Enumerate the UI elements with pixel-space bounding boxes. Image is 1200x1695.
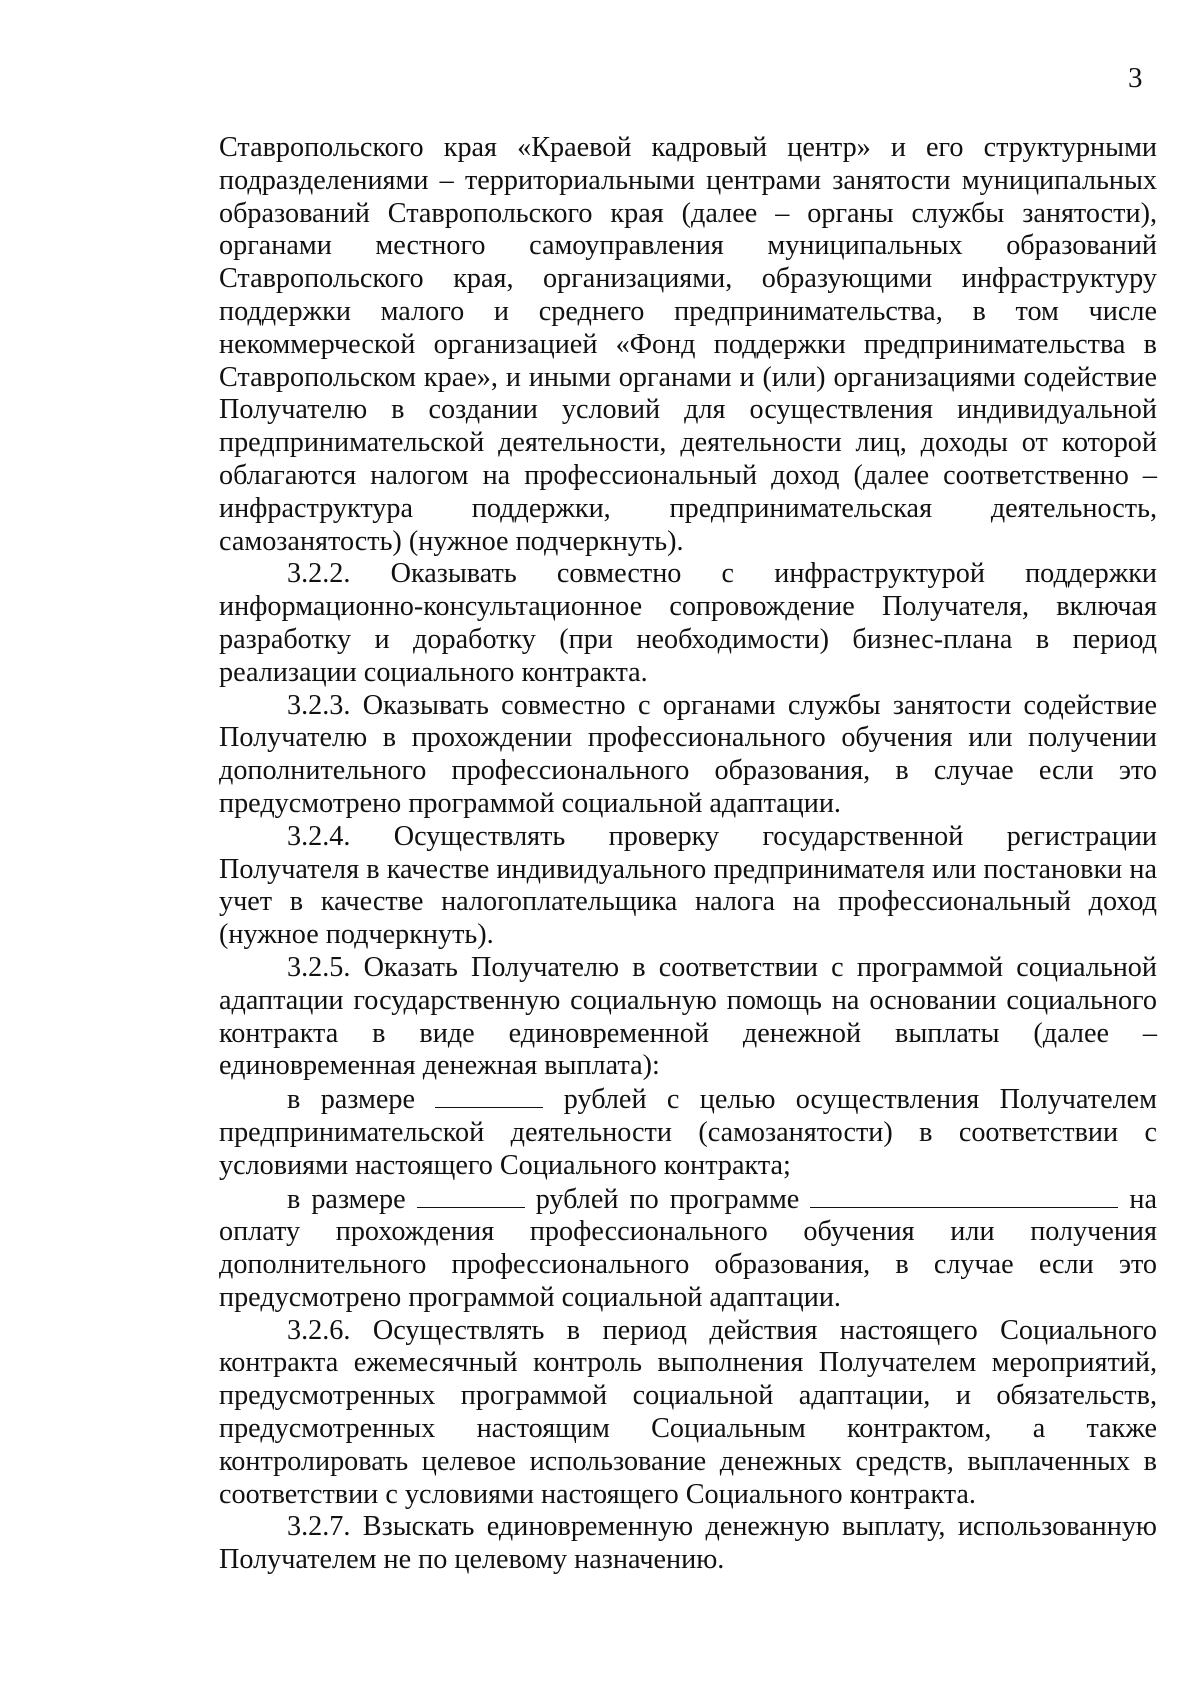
paragraph-3-2-6: 3.2.6. Осуществлять в период действия настоящего Социального контракта ежемесячный контроль выполнения Получателем мероприятий, предусмотренных программой социальной адаптации, и обязательств, предусмотренных настоящим Социальным контрактом, а также контролировать целевое использование денежных средств, выплаченных в соответствии с условиями настоящего Социального контракта.: [219, 1314, 1157, 1510]
paragraph-amount-self-employment: [219, 1083, 1157, 1182]
paragraph-3-2-5: 3.2.5. Оказать Получателю в соответствии с программой социальной адаптации государственную социальную помощь на основании социального контракта в виде единовременной денежной выплаты (далее – единовременная денежная выплата):: [219, 951, 1157, 1082]
amount-label: в размере: [287, 1084, 415, 1116]
program-blank-field: [810, 1183, 1118, 1208]
paragraph-3-2-3: 3.2.3. Оказывать совместно с органами службы занятости содействие Получателю в прохождении профессионального обучения или получении дополнительного профессионального образования, в случае если это предусмотрено программой социальной адаптации.: [219, 689, 1157, 819]
training-purpose-text: на оплату прохождения профессионального обучения или получения дополнительного профессионального образования, в случае если это предусмотрено программой социальной адаптации.: [219, 1183, 1157, 1313]
amount-blank-field: [417, 1183, 525, 1208]
paragraph-3-2-4: 3.2.4. Осуществлять проверку государственной регистрации Получателя в качестве индивидуального предпринимателя или постановки на учет в качестве налогоплательщика налога на профессиональный доход (нужное подчеркнуть).: [219, 820, 1157, 951]
amount-blank-field: [435, 1083, 543, 1108]
paragraph-continuation: Ставропольского края «Краевой кадровый центр» и его структурными подразделениями – территориальными центрами занятости муниципальных образований Ставропольского края (далее – органы службы занятости), органами местного самоуправления муниципальных образований Ставропольского края, организациями, образующими инфраструктуру поддержки малого и среднего предпринимательства, в том числе некоммерческой организацией «Фонд поддержки предпринимательства в Ставропольском крае», и иными органами и (или) организациями содействие Получателю в создании условий для осуществления индивидуальной предпринимательской деятельности, деятельности лиц, доходы от которой облагаются налогом на профессиональный доход (далее соответственно – инфраструктура поддержки, предпринимательская деятельность, самозанятость) (нужное подчеркнуть).: [219, 132, 1157, 557]
document-body: [219, 132, 1157, 1577]
amount-purpose-text: рублей с целью осуществления Получателем предпринимательской деятельности (самозанятости) в соответствии с условиями настоящего Социального контракта;: [219, 1084, 1158, 1181]
page-number: 3: [1128, 62, 1143, 94]
program-label: рублей по программе: [535, 1183, 800, 1215]
amount-label: в размере: [287, 1183, 406, 1215]
paragraph-3-2-7: 3.2.7. Взыскать единовременную денежную выплату, использованную Получателем не по целевому назначению.: [219, 1511, 1157, 1576]
paragraph-3-2-2: 3.2.2. Оказывать совместно с инфраструктурой поддержки информационно-консультационное сопровождение Получателя, включая разработку и доработку (при необходимости) бизнес-плана в период реализации социального контракта.: [219, 558, 1157, 688]
paragraph-amount-training: [219, 1183, 1157, 1315]
